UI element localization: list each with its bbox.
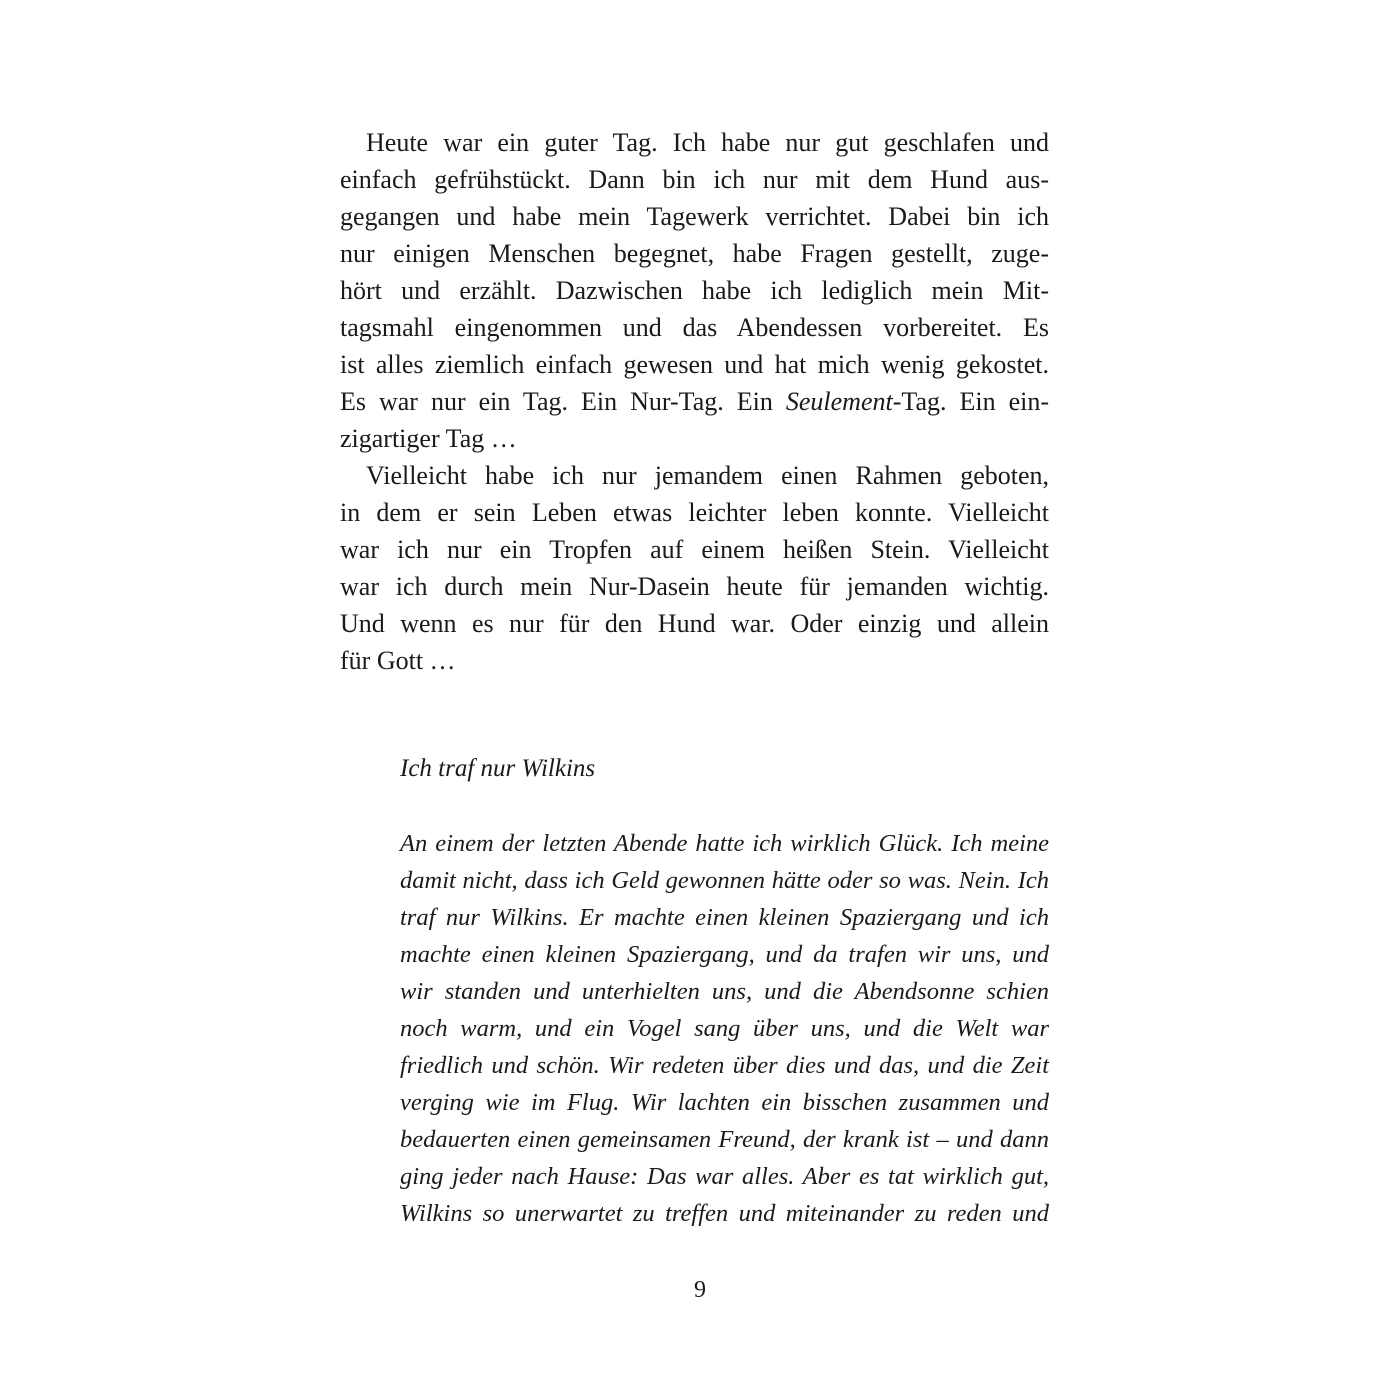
text-line: hört und erzählt. Dazwischen habe ich lediglich mein Mit-: [340, 276, 1049, 305]
text-line: bedauerten einen gemeinsamen Freund, der krank ist – und dann: [400, 1126, 1049, 1153]
text-line: Wilkins so unerwartet zu treffen und miteinander zu reden und: [400, 1200, 1049, 1227]
text-line: einfach gefrühstückt. Dann bin ich nur mit dem Hund aus-: [340, 165, 1049, 194]
text-line: tagsmahl eingenommen und das Abendessen vorbereitet. Es: [340, 313, 1049, 342]
section-heading: Ich traf nur Wilkins: [400, 755, 596, 782]
text-line: damit nicht, dass ich Geld gewonnen hätte oder so was. Nein. Ich: [400, 867, 1049, 894]
text-line-mixed: [340, 383, 1049, 420]
text-line: An einem der letzten Abende hatte ich wirklich Glück. Ich meine: [400, 830, 1049, 857]
text-line: nur einigen Menschen begegnet, habe Fragen gestellt, zuge-: [340, 239, 1049, 268]
text-line: in dem er sein Leben etwas leichter leben konnte. Vielleicht: [340, 498, 1049, 527]
text-line: gegangen und habe mein Tagewerk verrichtet. Dabei bin ich: [340, 202, 1049, 231]
text-line: wir standen und unterhielten uns, und die Abendsonne schien: [400, 978, 1049, 1005]
text-line: zigartiger Tag …: [340, 424, 517, 453]
text-line: Vielleicht habe ich nur jemandem einen Rahmen geboten,: [340, 461, 1049, 490]
text-line: war ich durch mein Nur-Dasein heute für jemanden wichtig.: [340, 572, 1049, 601]
page-number: 9: [694, 1277, 706, 1303]
text-line: für Gott …: [340, 646, 456, 675]
text-line: war ich nur ein Tropfen auf einem heißen Stein. Vielleicht: [340, 535, 1049, 564]
text-line: friedlich und schön. Wir redeten über dies und das, und die Zeit: [400, 1052, 1049, 1079]
text-line: Heute war ein guter Tag. Ich habe nur gut geschlafen und: [340, 128, 1049, 157]
text-line: Und wenn es nur für den Hund war. Oder einzig und allein: [340, 609, 1049, 638]
text-line: machte einen kleinen Spaziergang, und da trafen wir uns, und: [400, 941, 1049, 968]
italic-word: Seulement: [785, 387, 893, 416]
text-line: ging jeder nach Hause: Das war alles. Aber es tat wirklich gut,: [400, 1163, 1049, 1190]
text-line: traf nur Wilkins. Er machte einen kleinen Spaziergang und ich: [400, 904, 1049, 931]
text-line: verging wie im Flug. Wir lachten ein bisschen zusammen und: [400, 1089, 1049, 1116]
text-segment: -Tag. Ein ein-: [892, 387, 1049, 416]
text-line: noch warm, und ein Vogel sang über uns, und die Welt war: [400, 1015, 1049, 1042]
text-segment: Es war nur ein Tag. Ein Nur-Tag. Ein: [340, 387, 786, 416]
text-line: ist alles ziemlich einfach gewesen und hat mich wenig gekostet.: [340, 350, 1049, 379]
